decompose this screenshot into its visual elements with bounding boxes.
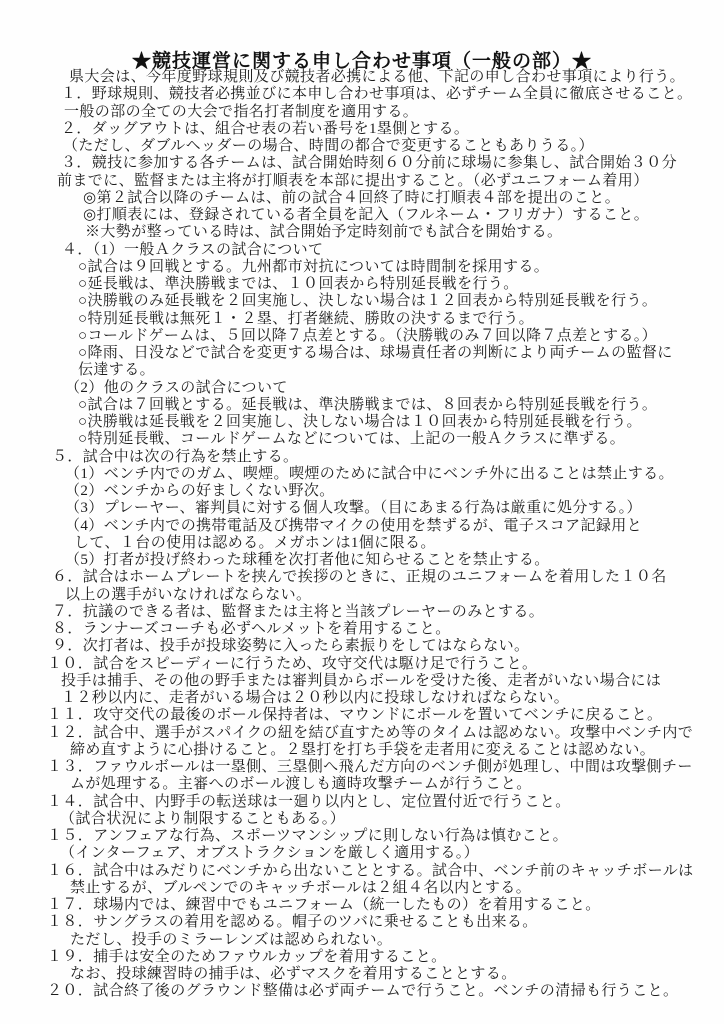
- document-line: ５．試合中は次の行為を禁止する。: [52, 448, 299, 465]
- document-line: ○特別延長戦、コールドゲームなどについては、上記の一般Ａクラスに準ずる。: [78, 431, 626, 448]
- document-line: ２０．試合終了後のグラウンド整備は必ず両チームで行うこと。ベンチの清掃も行うこと。: [47, 983, 679, 1000]
- document-line: 投手は捕手、その他の野手または審判員からボールを受けた後、走者がいない場合には: [61, 672, 662, 689]
- document-line: ○特別延長戦は無死１・２塁、打者継続、勝敗の決するまで行う。: [78, 310, 535, 327]
- document-line: ※大勢が整っている時は、試合開始予定時刻前でも試合を開始する。: [85, 224, 563, 241]
- document-line: ○試合は９回戦とする。九州都市対抗については時間制を採用する。: [78, 258, 550, 275]
- document-line: して、１台の使用は認める。メガホンは1個に限る。: [74, 534, 436, 551]
- document-line: （4）ベンチ内での携帯電話及び携帯マイクの使用を禁ずるが、電子スコア記録用と: [65, 517, 643, 534]
- document-line: （試合状況により制限することもある。）: [60, 810, 346, 827]
- document-line: 締め直すように心掛けること。２塁打を打ち手袋を走者用に変えることは認めない。: [70, 741, 656, 758]
- document-body: [0, 69, 724, 1001]
- document-line: ◎打順表には、登録されている者全員を記入（フルネーム・フリガナ）すること。: [83, 207, 650, 223]
- document-line: ３．競技に参加する各チームは、試合開始時刻６０分前に球場に参集し、試合開始３０分: [61, 155, 678, 172]
- document-line: ４．（1）一般Ａクラスの試合について: [62, 241, 324, 258]
- document-line: １０．試合をスピーディーに行うため、攻守交代は駆け足で行うこと。: [47, 655, 538, 672]
- document-title: ★競技運営に関する申し合わせ事項（一般の部）★: [131, 51, 592, 72]
- document-line: １５．アンフェアな行為、スポーツマンシップに則しない行為は慎むこと。: [47, 828, 568, 844]
- document-line: なお、投球練習時の捕手は、必ずマスクを着用することとする。: [70, 966, 517, 982]
- document-line: １２秒以内に、走者がいる場合は２０秒以内に投球しなければならない。: [61, 690, 570, 706]
- document-line: １２．試合中、選手がスパイクの紐を結び直すため等のタイムは認めない。攻撃中ベンチ内で: [47, 724, 694, 741]
- document-line: ２．ダッグアウトは、組合せ表の若い番号を1塁側とする。: [61, 120, 470, 137]
- document-line: １６．試合中はみだりにベンチから出ないこととする。試合中、ベンチ前のキャッチボールは: [47, 862, 694, 879]
- document-line: 伝達する。: [78, 362, 156, 379]
- document-line: ◎第２試合以降のチームは、前の試合４回終了時に打順表４部を提出のこと。: [83, 189, 621, 206]
- document-line: （ただし、ダブルヘッダーの場合、時間の都合で変更することもありうる。）: [63, 138, 594, 154]
- document-line: ○延長戦は、準決勝戦までは、１０回表から特別延長戦を行う。: [78, 276, 519, 292]
- document-line: １３．ファウルボールは一塁側、三塁側へ飛んだ方向のベンチ側が処理し、中間は攻撃側チー: [47, 759, 693, 775]
- document-line: ただし、投手のミラーレンズは認められない。: [70, 931, 393, 948]
- document-line: ８．ランナーズコーチも必ずヘルメットを着用すること。: [52, 621, 451, 637]
- document-line: 前までに、監督または主将が打順表を本部に提出すること。（必ずユニフォーム着用）: [57, 172, 649, 189]
- document-line: １８．サングラスの着用を認める。帽子のツバに乗せることも出来る。: [47, 914, 538, 931]
- document-line: ムが処理する。主審へのボール渡しも適時攻撃チームが行うこと。: [70, 776, 532, 793]
- document-line: 以上の選手がいなければならない。: [65, 586, 312, 603]
- document-line: （インターフェア、オブストラクションを厳しく適用する。）: [60, 845, 480, 862]
- document-line: １．野球規則、競技者必携並びに本申し合わせ事項は、必ずチーム全員に徹底させること。: [61, 86, 693, 103]
- document-line: ○降雨、日没などで試合を変更する場合は、球場責任者の判断により両チームの監督に: [78, 345, 673, 361]
- document-line: ○コールドゲームは、５回以降７点差とする。（決勝戦のみ７回以降７点差とする。）: [78, 327, 658, 344]
- document-line: 県大会は、今年度野球規則及び競技者必携による他、下記の申し合わせ事項により行う。: [69, 69, 686, 85]
- document-line: １４．試合中、内野手の転送球は一廻り以内とし、定位置付近で行うこと。: [47, 793, 571, 810]
- document-line: ７．抗議のできる者は、監督または主将と当該プレーヤーのみとする。: [52, 603, 545, 620]
- document-line: １９．捕手は安全のためファウルカップを着用すること。: [47, 948, 447, 965]
- document-line: （1）ベンチ内でのガム、喫煙。喫煙のために試合中にベンチ外に出ることは禁止する。: [65, 465, 674, 482]
- document-line: （2）他のクラスの試合について: [65, 379, 288, 396]
- document-line: ○決勝戦は延長戦を２回実施し、決しない場合は１０回表から特別延長戦を行う。: [78, 414, 642, 430]
- document-line: ○試合は７回戦とする。延長戦は、準決勝戦までは、８回表から特別延長戦を行う。: [78, 396, 658, 413]
- document-line: （2）ベンチからの好ましくない野次。: [65, 483, 335, 499]
- document-line: ○決勝戦のみ延長戦を２回実施し、決しない場合は１２回表から特別延長戦を行う。: [78, 293, 658, 310]
- document-line: 一般の部の全ての大会で指名打者制度を適用する。: [64, 103, 419, 120]
- document-line: １７．球場内では、練習中でもユニフォーム（統一したもの）を着用すること。: [47, 897, 601, 913]
- document-line: ６．試合はホームプレートを挟んで挨拶のときに、正規のユニフォームを着用した１０名: [52, 569, 667, 586]
- document-line: （3）プレーヤー、審判員に対する個人攻撃。（目にあまる行為は厳重に処分する。）: [65, 500, 642, 517]
- document-line: 禁止するが、ブルペンでのキャッチボールは２組４名以内とする。: [70, 879, 532, 896]
- document-line: （5）打者が投げ終わった球種を次打者他に知らせることを禁止する。: [65, 552, 550, 568]
- document-line: ９．次打者は、投手が投球姿勢に入ったら素振りをしてはならない。: [52, 638, 530, 655]
- document-line: １１．攻守交代の最後のボール保持者は、マウンドにボールを置いてベンチに戻ること。: [47, 707, 663, 724]
